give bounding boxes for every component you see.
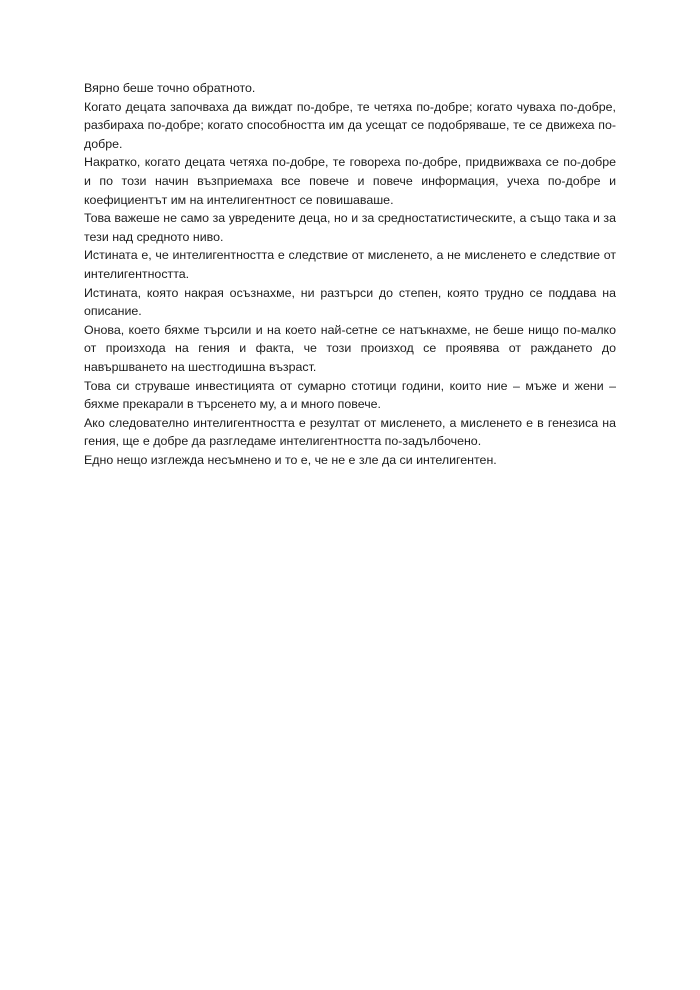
paragraph-2: Когато децата започваха да виждат по-добре, те четяха по-добре; когато чуваха по-добре, разбираха по-добре; когато способността им да усещат се подобряваше, те се движеха по-добре. [84, 99, 616, 151]
body-text [84, 79, 616, 469]
paragraph-1: Вярно беше точно обратното. [84, 81, 256, 95]
paragraph-9: Ако следователно интелигентността е резултат от мисленето, а мисленето е в генезиса на гения, ще е добре да разгледаме интелигентността по-задълбочено. [84, 415, 616, 449]
paragraph-6: Истината, която накрая осъзнахме, ни разтърси до степен, която трудно се поддава на описание. [84, 285, 616, 319]
paragraph-8: Това си струваше инвестицията от сумарно стотици години, които ние – мъже и жени – бяхме прекарали в търсенето му, а и много повече. [84, 378, 616, 412]
paragraph-10: Едно нещо изглежда несъмнено и то е, че не е зле да си интелигентен. [84, 452, 497, 467]
paragraph-4: Това важеше не само за увредените деца, но и за средностатистическите, а също така и за тези над средното ниво. [84, 211, 616, 244]
paragraph-3: Накратко, когато децата четяха по-добре, те говореха по-добре, придвижваха се по-добре и по този начин възприемаха все повече и повече информация, учеха по-добре и коефициентът им на интелигентност се повишаваше. [84, 155, 616, 207]
paragraph-5: Истината е, че интелигентността е следствие от мисленето, а не мисленето е следствие от интелигентността. [84, 248, 616, 281]
paragraph-7: Онова, което бяхме търсили и на което най-сетне се натъкнахме, не беше нищо по-малко от произхода на гения и факта, че този произход се проявява от раждането до навършването на шестгодишна възраст. [84, 322, 616, 374]
